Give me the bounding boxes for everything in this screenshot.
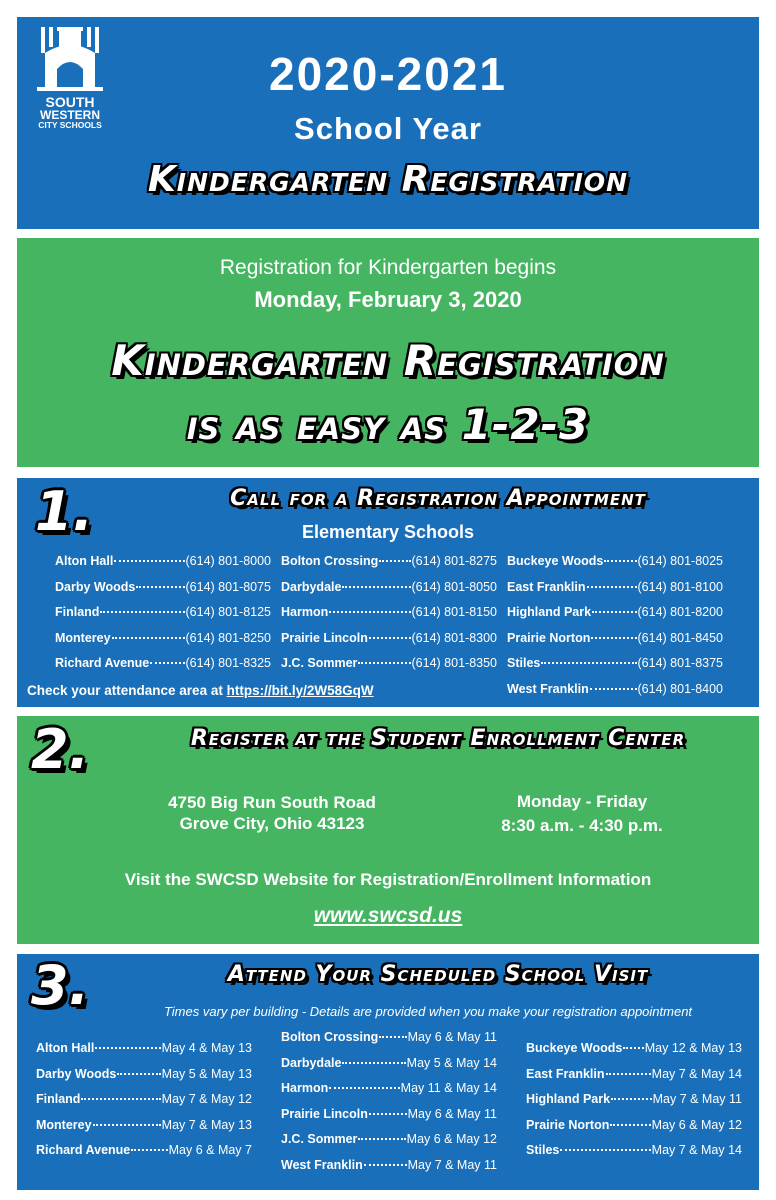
visit-row: Prairie Lincoln May 6 & May 11	[281, 1106, 497, 1121]
step1-section	[17, 478, 759, 707]
intro-tagline-2: is as easy as 1-2-3	[186, 400, 590, 449]
visit-row: West Franklin May 7 & May 11	[281, 1157, 497, 1172]
school-row: Richard Avenue (614) 801-8325	[55, 656, 271, 671]
school-row: Prairie Norton (614) 801-8450	[507, 630, 723, 645]
school-row: Alton Hall (614) 801-8000	[55, 554, 271, 568]
phone-column-3	[507, 554, 723, 708]
visit-row: East Franklin May 7 & May 14	[526, 1066, 742, 1081]
step1-heading: Elementary Schools	[301, 522, 475, 542]
logo-line2: WESTERN	[40, 108, 100, 122]
intro-line: Registration for Kindergarten begins	[219, 256, 557, 279]
logo-line1: SOUTH	[45, 94, 95, 110]
address-line-1: 4750 Big Run South Road	[168, 793, 376, 812]
visit-row: Alton Hall May 4 & May 13	[36, 1041, 252, 1055]
header-banner	[17, 17, 759, 229]
attendance-check	[27, 683, 374, 698]
step2-number: 2.	[31, 718, 90, 781]
visit-row: Richard Avenue May 6 & May 7	[36, 1143, 252, 1158]
visit-row: Darbydale May 5 & May 14	[281, 1055, 497, 1070]
school-row: Stiles (614) 801-8375	[507, 656, 723, 671]
school-row: J.C. Sommer (614) 801-8350	[281, 656, 497, 671]
step3-title: Attend Your Scheduled School Visit	[227, 962, 649, 987]
school-row: Finland (614) 801-8125	[55, 605, 271, 620]
school-row: Prairie Lincoln (614) 801-8300	[281, 630, 497, 645]
phone-column-2	[281, 554, 497, 682]
school-row: Highland Park (614) 801-8200	[507, 605, 723, 620]
logo-line3: CITY SCHOOLS	[38, 120, 102, 130]
visit-row: Highland Park May 7 & May 11	[526, 1092, 742, 1107]
visit-column-2	[281, 1030, 497, 1184]
visit-row: Darby Woods May 5 & May 13	[36, 1066, 252, 1081]
office-hours: 8:30 a.m. - 4:30 p.m.	[501, 815, 663, 835]
attendance-area-link[interactable]: https://bit.ly/2W58GqW	[226, 683, 374, 698]
office-days: Monday - Friday	[516, 792, 648, 811]
address-line-2: Grove City, Ohio 43123	[179, 814, 365, 834]
header-title: Kindergarten Registration	[147, 159, 629, 200]
visit-column-1	[36, 1041, 252, 1169]
visit-row: Bolton Crossing May 6 & May 11	[281, 1030, 497, 1044]
step3-note: Times vary per building - Details are provided when you make your registration appointment	[163, 1004, 693, 1019]
attendance-check-text: Check your attendance area at	[27, 683, 227, 698]
school-row: Darby Woods (614) 801-8075	[55, 579, 271, 594]
step1-title: Call for a Registration Appointment	[230, 486, 646, 511]
school-row: West Franklin (614) 801-8400	[507, 681, 723, 696]
school-row: Harmon (614) 801-8150	[281, 605, 497, 620]
visit-row: Monterey May 7 & May 13	[36, 1117, 252, 1132]
website-link[interactable]: www.swcsd.us	[313, 904, 463, 927]
step2-title: Register at the Student Enrollment Center	[190, 726, 686, 751]
visit-row: Stiles May 7 & May 14	[526, 1143, 742, 1158]
intro-tagline-1: Kindergarten Registration	[111, 336, 665, 385]
enrollment-hours	[472, 790, 692, 838]
step2-section	[17, 716, 759, 944]
school-row: East Franklin (614) 801-8100	[507, 579, 723, 594]
step1-number: 1.	[35, 480, 94, 543]
website-prompt: Visit the SWCSD Website for Registration/Enrollment Information	[124, 870, 652, 889]
school-row: Monterey (614) 801-8250	[55, 630, 271, 645]
step3-section	[17, 954, 759, 1190]
intro-banner	[17, 238, 759, 467]
school-year-subtitle: School Year	[294, 111, 482, 146]
school-years: 2020-2021	[269, 48, 507, 100]
school-row: Buckeye Woods (614) 801-8025	[507, 554, 723, 568]
visit-row: Finland May 7 & May 12	[36, 1092, 252, 1107]
intro-date: Monday, February 3, 2020	[254, 287, 522, 312]
visit-row: Buckeye Woods May 12 & May 13	[526, 1041, 742, 1055]
phone-column-1	[55, 554, 271, 682]
enrollment-address	[137, 792, 407, 835]
visit-row: J.C. Sommer May 6 & May 12	[281, 1132, 497, 1147]
step3-number: 3.	[31, 954, 90, 1017]
visit-column-3	[526, 1041, 742, 1169]
school-row: Bolton Crossing (614) 801-8275	[281, 554, 497, 568]
school-row: Darbydale (614) 801-8050	[281, 579, 497, 594]
visit-row: Harmon May 11 & May 14	[281, 1081, 497, 1096]
visit-row: Prairie Norton May 6 & May 12	[526, 1117, 742, 1132]
